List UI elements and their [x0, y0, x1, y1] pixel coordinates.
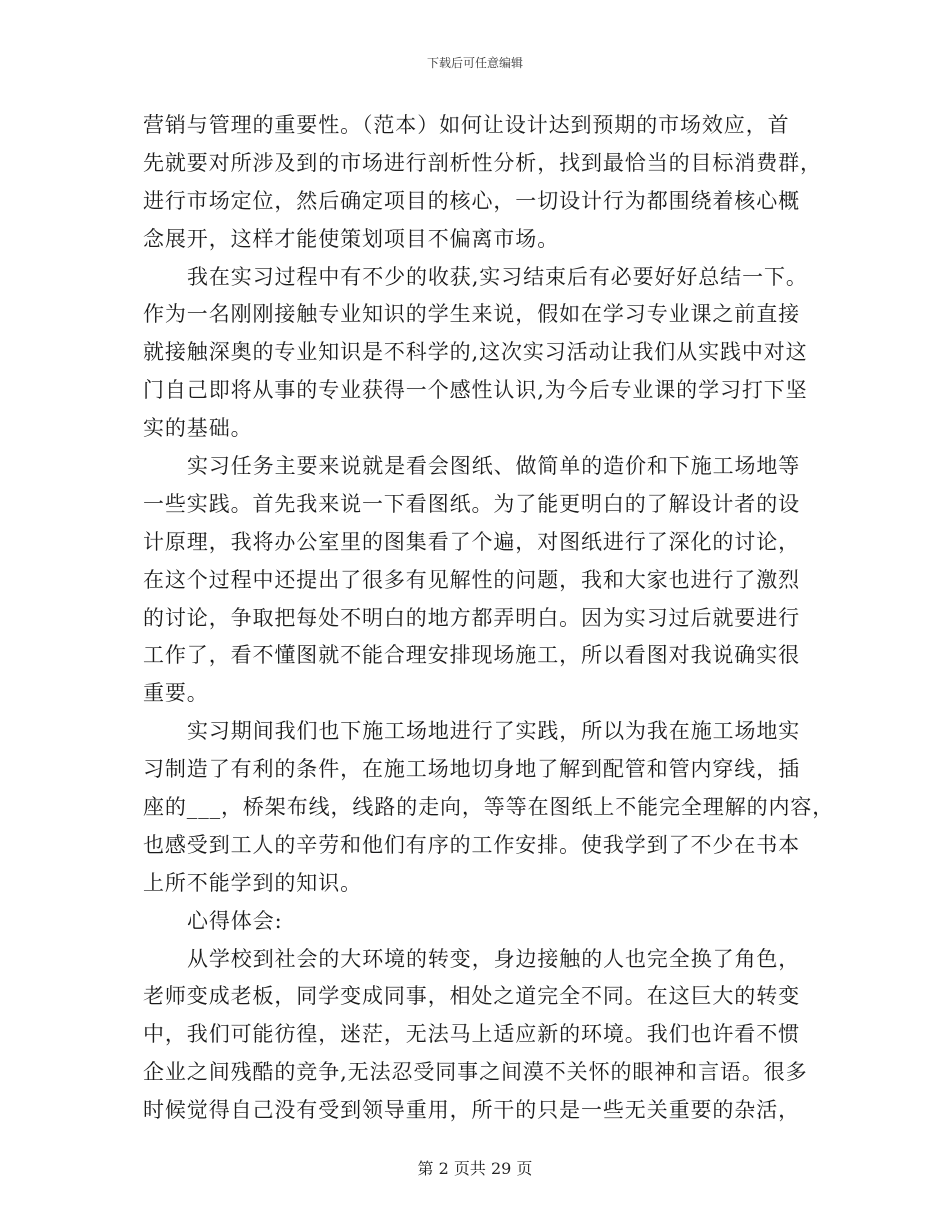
- text-line: 念展开，这样才能使策划项目不偏离市场。: [143, 226, 560, 251]
- text-line: 门自己即将从事的专业获得一个感性认识,为今后专业课的学习打下坚: [143, 378, 808, 403]
- text-line: 一些实践。首先我来说一下看图纸。为了能更明白的了解设计者的设: [143, 491, 800, 516]
- text-line: 老师变成老板，同学变成同事，相处之道完全不同。在这巨大的转变: [143, 984, 800, 1009]
- text-line: 的讨论，争取把每处不明白的地方都弄明白。因为实习过后就要进行: [143, 605, 800, 630]
- text-line: 进行市场定位，然后确定项目的核心，一切设计行为都围绕着核心概: [143, 188, 800, 213]
- text-line: 企业之间残酷的竞争,无法忍受同事之间漠不关怀的眼神和言语。很多: [143, 1060, 808, 1085]
- paragraph-first-line: 实习期间我们也下施工场地进行了实践，所以为我在施工场地实: [187, 719, 801, 744]
- text-line: 上所不能学到的知识。: [143, 870, 362, 895]
- text-line: 重要。: [143, 681, 209, 706]
- text-line: 就接触深奥的专业知识是不科学的,这次实习活动让我们从实践中对这: [143, 340, 808, 365]
- text-line: 习制造了有利的条件，在施工场地切身地了解到配管和管内穿线，插: [143, 757, 800, 782]
- paragraph-first-line: 从学校到社会的大环境的转变，身边接触的人也完全换了角色，: [187, 946, 801, 971]
- text-line: 营销与管理的重要性。（范本）如何让设计达到预期的市场效应，首: [143, 113, 790, 137]
- paragraph-first-line: 实习任务主要来说就是看会图纸、做简单的造价和下施工场地等: [187, 454, 801, 479]
- page-header: 下载后可任意编辑: [426, 56, 523, 70]
- page-footer: 第 2 页共 29 页: [417, 1159, 533, 1178]
- text-line: 作为一名刚刚接触专业知识的学生来说，假如在学习专业课之前直接: [143, 302, 800, 327]
- text-line: 在这个过程中还提出了很多有见解性的问题，我和大家也进行了激烈: [143, 567, 800, 592]
- text-line: 计原理，我将办公室里的图集看了个遍，对图纸进行了深化的讨论，: [143, 529, 800, 554]
- text-line: 工作了，看不懂图就不能合理安排现场施工，所以看图对我说确实很: [143, 643, 800, 668]
- text-line: 中，我们可能彷徨，迷茫，无法马上适应新的环境。我们也许看不惯: [143, 1022, 800, 1047]
- text-line: 时候觉得自己没有受到领导重用，所干的只是一些无关重要的杂活，: [143, 1098, 800, 1123]
- document-body: [143, 107, 835, 1130]
- text-line: 也感受到工人的辛劳和他们有序的工作安排。使我学到了不少在书本: [143, 832, 800, 857]
- text-line: 座的___，桥架布线，线路的走向，等等在图纸上不能完全理解的内容，: [143, 795, 835, 820]
- text-line: 实的基础。: [143, 416, 253, 441]
- text-line: 先就要对所涉及到的市场进行剖析性分析，找到最恰当的目标消费群，: [143, 150, 822, 175]
- paragraph-first-line: 心得体会:: [187, 908, 283, 933]
- paragraph-first-line: 我在实习过程中有不少的收获,实习结束后有必要好好总结一下。: [187, 264, 808, 289]
